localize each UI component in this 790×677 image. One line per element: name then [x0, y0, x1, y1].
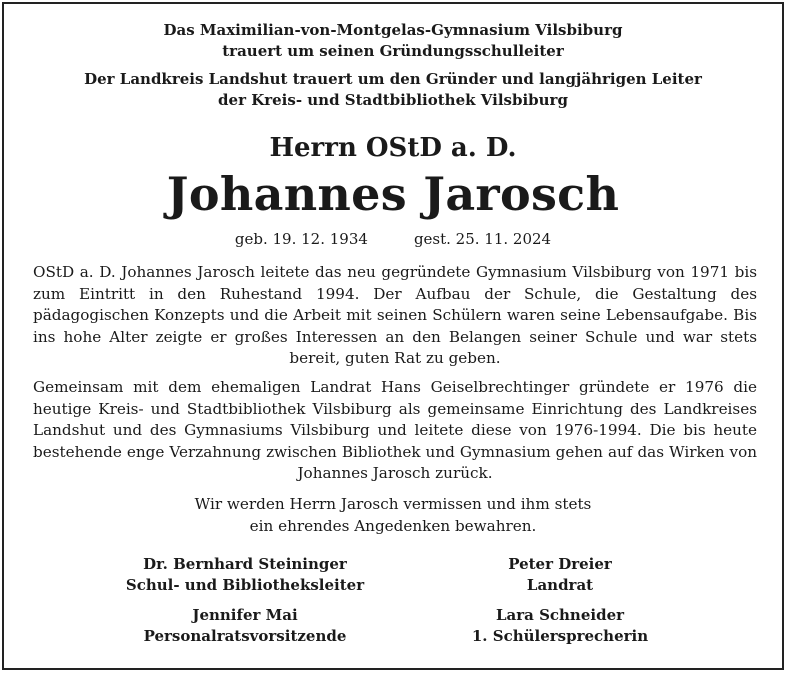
closing-line-2: ein ehrendes Angedenken bewahren.	[249, 516, 537, 535]
signatory-role: Personalratsvorsitzende	[143, 627, 347, 645]
biography-paragraph-2: Gemeinsam mit dem ehemaligen Landrat Hans Geiselbrechtinger gründete er 1976 die heutige Kreis- und Stadtbibliothek Vilsbiburg als gemeinsame Einrichtung des Landkreises Landshut und des Gymnasiums Vilsbiburg und leitete diese von 1976-1994. Die bis heute bestehende enge Verzahnung zwischen Bibliothek und Gymnasium gehen auf das Wirken von Johannes Jarosch zurück.	[33, 378, 757, 483]
signatory-role: 1. Schülersprecherin	[471, 627, 649, 645]
signatory-block	[400, 554, 720, 596]
header-school-line: Das Maximilian-von-Montgelas-Gymnasium Vilsbiburg	[163, 21, 623, 39]
signatory-name: Peter Dreier	[508, 555, 612, 573]
signatory-role: Landrat	[526, 576, 594, 594]
signatory-name: Lara Schneider	[495, 606, 625, 624]
biography-paragraph-1: OStD a. D. Johannes Jarosch leitete das neu gegründete Gymnasium Vilsbiburg von 1971 bis zum Eintritt in den Ruhestand 1994. Der Aufbau der Schule, die Gestaltung des pädagogischen Konzepts und die Arbeit mit seinen Schülern waren seine Lebensaufgabe. Bis ins hohe Alter zeigte er großes Interessen an den Belangen seiner Schule und war stets bereit, guten Rat zu geben.	[33, 263, 757, 368]
signatory-block	[400, 605, 720, 647]
life-dates	[10, 228, 776, 250]
header-library-line: der Kreis- und Stadtbibliothek Vilsbiburg	[218, 91, 568, 109]
death-date: gest. 25. 11. 2024	[413, 230, 552, 248]
closing-words	[10, 494, 776, 537]
closing-line-1: Wir werden Herrn Jarosch vermissen und ihm stets	[194, 495, 592, 513]
birth-date: geb. 19. 12. 1934	[234, 230, 368, 248]
signatory-name: Dr. Bernhard Steininger	[143, 555, 347, 573]
signatory-name: Jennifer Mai	[192, 606, 298, 624]
salutation: Herrn OStD a. D.	[269, 133, 517, 163]
header-district-line: Der Landkreis Landshut trauert um den Gründer und langjährigen Leiter	[84, 70, 702, 88]
signatory-role: Schul- und Bibliotheksleiter	[125, 576, 365, 594]
deceased-name: Johannes Jarosch	[166, 167, 620, 221]
signatory-block	[85, 605, 405, 647]
header-school-mourns-line: trauert um seinen Gründungsschulleiter	[222, 42, 564, 60]
signatory-block	[85, 554, 405, 596]
